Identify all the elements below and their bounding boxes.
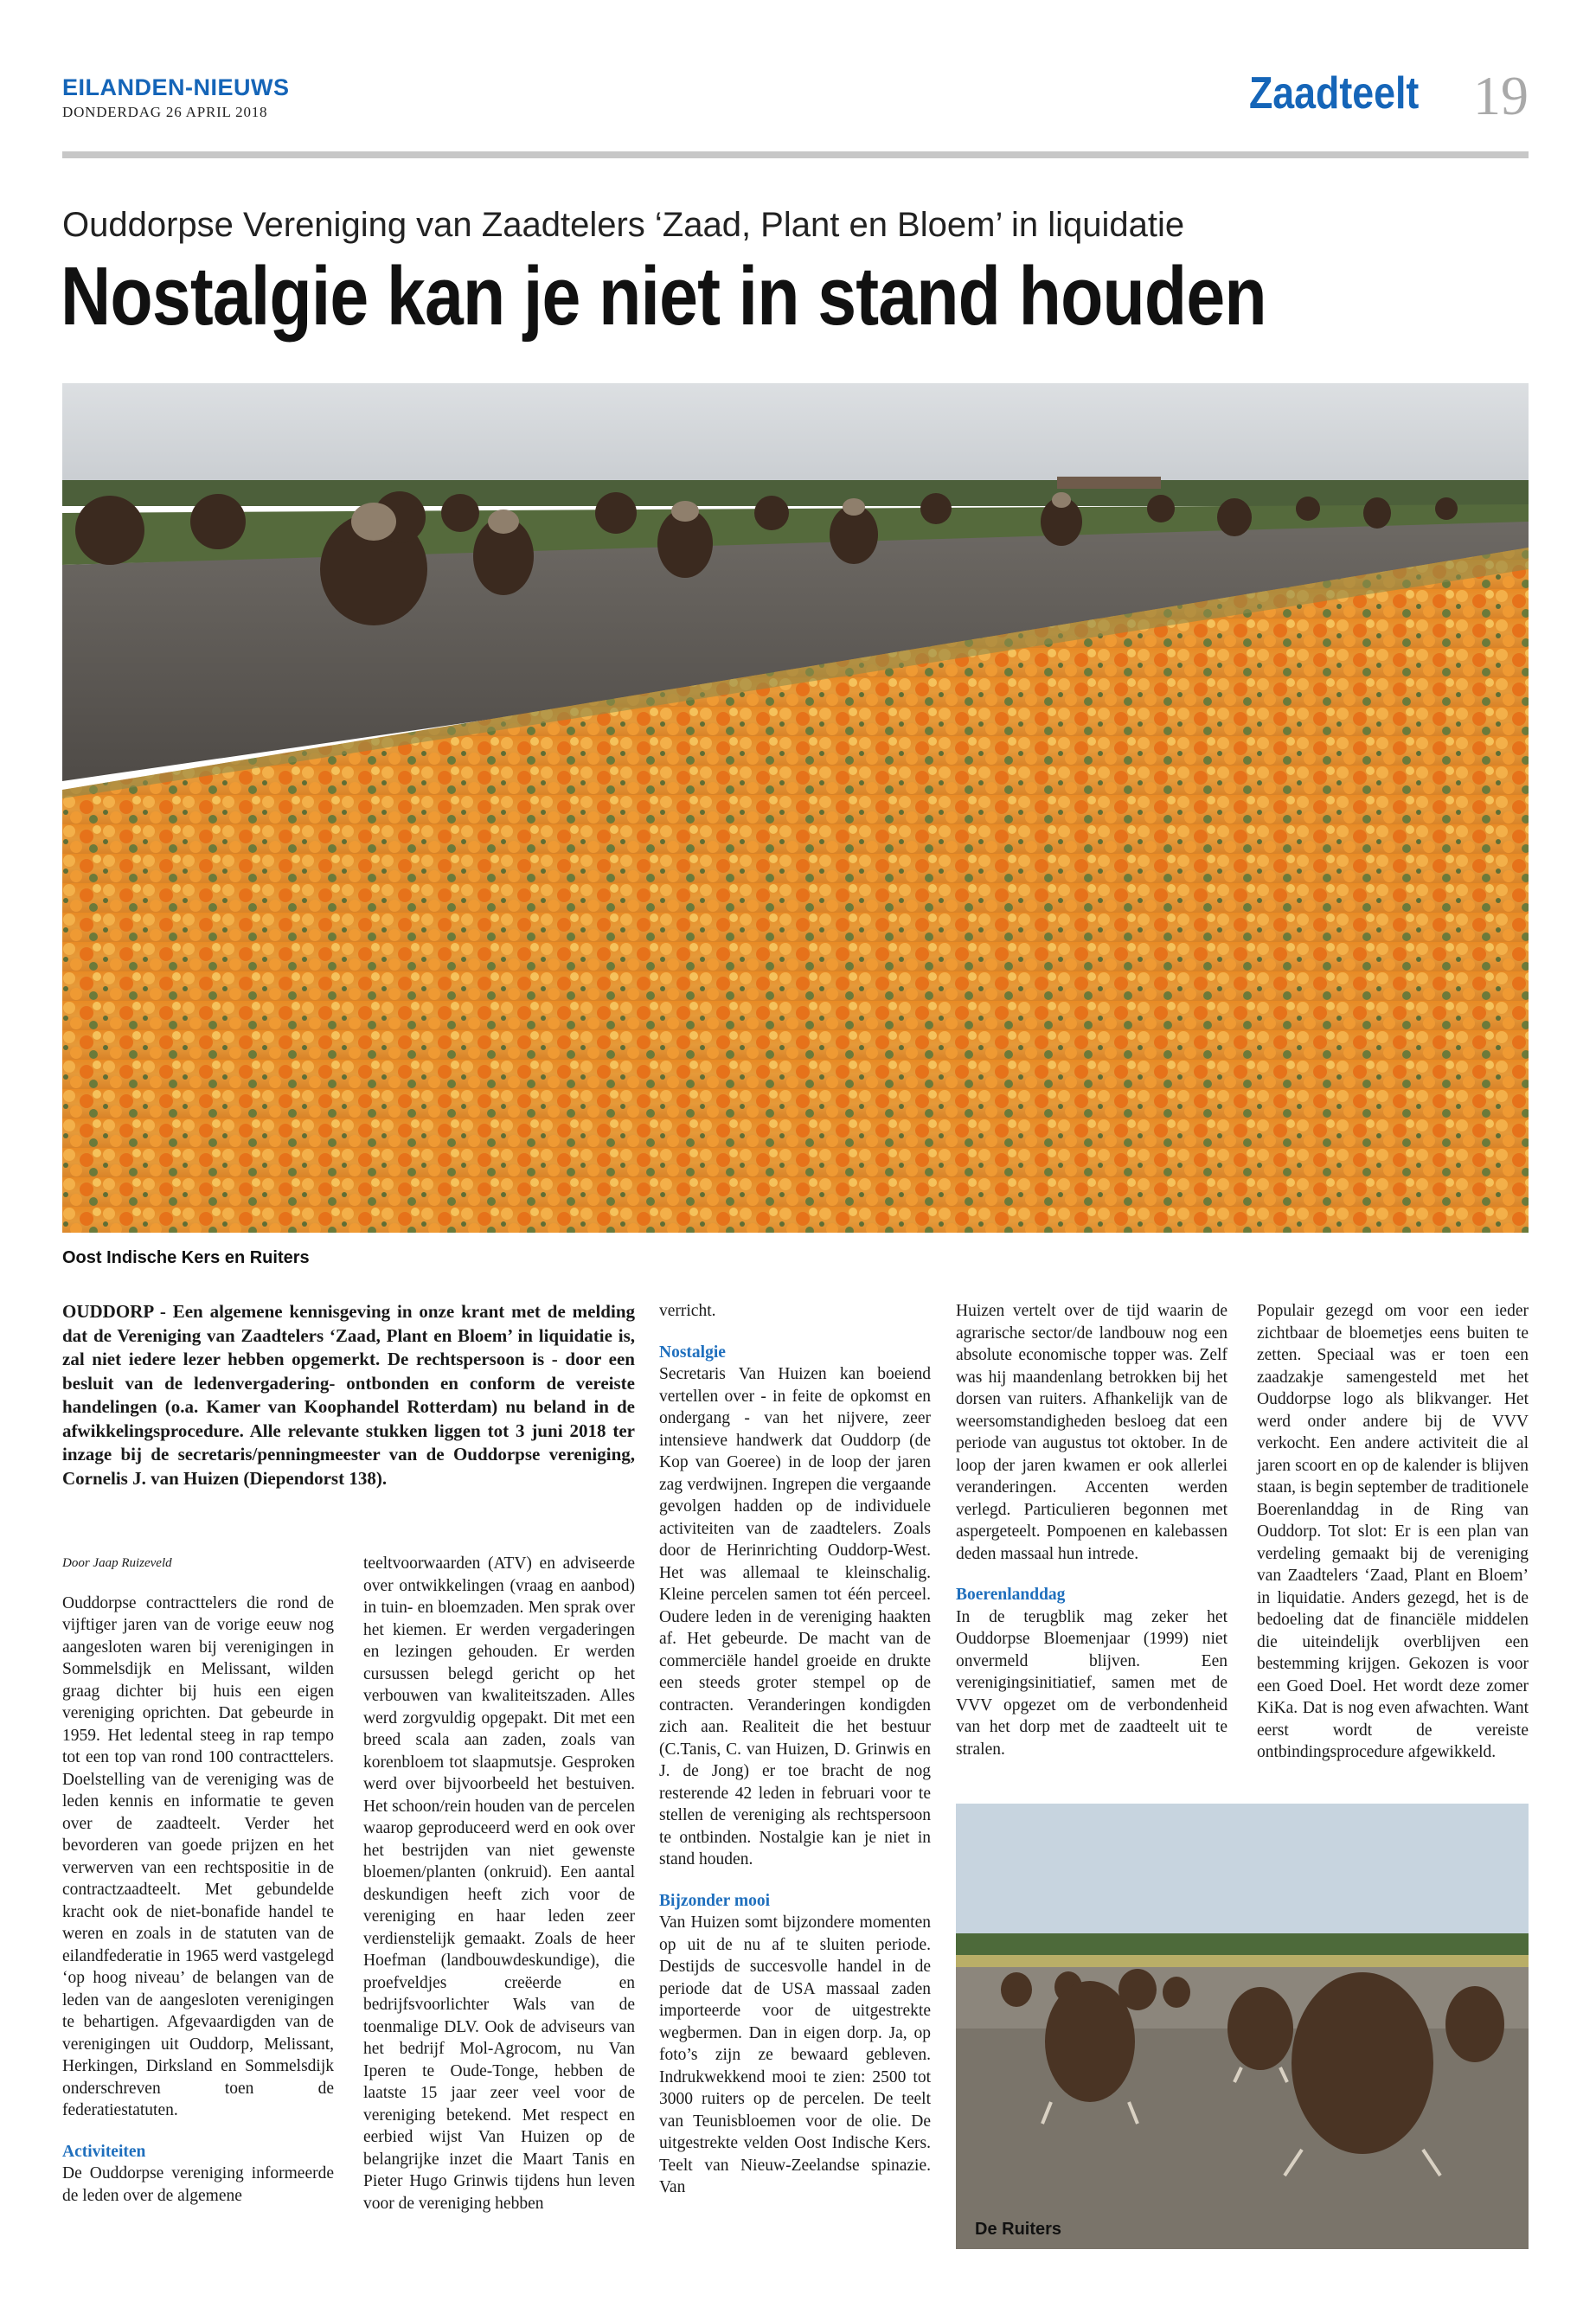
body-paragraph: De Ouddorpse vereniging informeerde de leden over de algemene <box>62 2164 334 2205</box>
subheading-bijzonder-mooi: Bijzonder mooi <box>659 1891 771 1910</box>
page-number: 19 <box>1473 65 1529 126</box>
section-title: Zaadteelt <box>1248 68 1419 119</box>
ruiters-illustration <box>956 1804 1529 2249</box>
body-paragraph: verricht. <box>659 1302 716 1320</box>
body-paragraph: Secretaris Van Huizen kan boeiend vertellen over - in feite de opkomst en ondergang - van het nijvere, zeer intensieve handwerk dat Ouddorp (de Kop van Goeree) in de loop der jaren zag verdwijnen. Ingrepen die vergaande gevolgen hadden op de individuele activiteiten van de zaadtelers. Zoals door de Herinrichting Ouddorp-West. Het was allemaal te kleinschalig. Kleine percelen samen tot één perceel. Oudere leden in de vereniging haakten af. Het gebeurde. De macht van de commerciële handel groeide en drukte een steeds groter stempel op de contracten. Veranderingen kondigden zich aan. Realiteit die het bestuur (C.Tanis, C. van Huizen, D. Grinwis en J. de Jong) er toe bracht de nog resterende 42 leden in februari voor te stellen de vereniging als rechtspersoon te ontbinden. Nostalgie kan je niet in stand houden. <box>659 1365 931 1868</box>
article-column-5 <box>1257 1300 1529 1764</box>
body-paragraph: Van Huizen somt bijzondere momenten op uit de nu af te sluiten periode. Destijds de succesvolle handel in de periode dat de USA massaal zaden importeerde voor de uitgestrekte wegbermen. Dan in eigen dorp. Ja, op foto’s zijn ze bewaard gebleven. Indrukwekkend mooi te zien: 2500 tot 3000 ruiters op de percelen. De teelt van Teunisbloemen voor de olie. De uitgestrekte velden Oost Indische Kers. Teelt van Nieuw-Zeelandse spinazie. Van <box>659 1913 931 2196</box>
main-photo-caption: Oost Indische Kers en Ruiters <box>62 1248 310 1267</box>
ruiters-photo <box>956 1804 1529 2249</box>
article-column-3 <box>659 1300 931 2199</box>
subheading-nostalgie: Nostalgie <box>659 1343 726 1362</box>
main-photo <box>62 383 1529 1233</box>
article-column-1 <box>62 1553 334 2207</box>
body-paragraph: In de terugblik mag zeker het Ouddorpse Bloemenjaar (1999) niet onvermeld blijven. Een verenigingsinitiatief, samen met de VVV opgezet om de verbondenheid van het dorp met de zaadteelt uit te stralen. <box>956 1607 1227 1759</box>
flower-field-illustration <box>62 383 1529 1233</box>
subheading-boerenlanddag: Boerenlanddag <box>956 1586 1066 1604</box>
article-column-2 <box>363 1553 635 2214</box>
publication-date: DONDERDAG 26 APRIL 2018 <box>62 104 268 120</box>
article-headline: Nostalgie kan je niet in stand houden <box>61 250 1266 343</box>
article-kicker: Ouddorpse Vereniging van Zaadtelers ‘Zaad, Plant en Bloem’ in liquidatie <box>62 206 1185 244</box>
header-rule <box>62 151 1529 158</box>
article-column-4 <box>956 1300 1227 1760</box>
body-paragraph: Huizen vertelt over de tijd waarin de agrarische sector/de landbouw nog een absolute economische topper was. Zelf was hij maandenlang betrokken bij het dorsen van ruiters. Afhankelijk van de weersomstandigheden besloeg dat een periode van augustus tot oktober. In de loop der jaren kwamen er ook allerlei veranderingen. Accenten werden verlegd. Particulieren begonnen met aspergeteelt. Pompoenen en kalebassen deden massaal hun intrede. <box>956 1302 1227 1563</box>
lead-text: OUDDORP - Een algemene kennisgeving in onze krant met de melding dat de Vereniging van Zaadtelers ‘Zaad, Plant en Bloem’ in liquidatie is, zal niet iedere lezer hebben opgemerkt. De rechtspersoon is - door een besluit van de ledenvergadering- ontbonden en conform de vereiste handelingen (o.a. Kamer van Koophandel Rotterdam) nu beland in de afwikkelingsprocedure. Alle relevante stukken liggen tot 3 juni 2018 ter inzage bij de secretaris/penningmeester van de Ouddorpse vereniging, Cornelis J. van Huizen (Diependorst 138). <box>62 1301 635 1489</box>
subheading-activiteiten: Activiteiten <box>62 2142 146 2161</box>
byline: Door Jaap Ruizeveld <box>62 1556 172 1570</box>
body-paragraph: Populair gezegd om voor een ieder zichtbaar de bloemetjes eens buiten te zetten. Speciaal was er toen een zaadzakje samengesteld met het Ouddorpse logo als blikvanger. Het werd onder andere bij de VVV verkocht. Een andere activiteit die al jaren scoort en op de kalender is blijven staan, is begin september de traditionele Boerenlanddag in de Ring van Ouddorp. Tot slot: Er is een plan van verdeling gemaakt bij de vereniging van Zaadtelers ‘Zaad, Plant en Bloem’ in liquidatie. Anders gezegd, het is de bedoeling dat de financiële middelen die uiteindelijk overblijven een bestemming krijgen. Gekozen is voor een Goed Doel. Het wordt deze zomer KiKa. Dat is nog even afwachten. Want eerst wordt de vereiste ontbindingsprocedure afgewikkeld. <box>1257 1302 1529 1761</box>
ruiters-photo-caption: De Ruiters <box>975 2220 1062 2239</box>
body-paragraph: Ouddorpse contracttelers die rond de vijftiger jaren van de vorige eeuw nog aangesloten waren bij verenigingen in Sommelsdijk en Melissant, wilden graag dichter bij huis een eigen vereniging oprichten. Dat gebeurde in 1959. Het ledental steeg in rap tempo tot een top van rond 100 contracttelers. Doelstelling van de vereniging was de leden kennis en informatie te geven over de zaadteelt. Verder het bevorderen van goede prijzen en het verwerven van een rechtspositie in de contractzaadteelt. Met gebundelde kracht ook de niet-bonafide handel te weren en zoals in de statuten van de eilandfederatie in 1965 werd vastgelegd ‘op hoog niveau’ de belangen van de leden van de aangesloten verenigingen te behartigen. Afgevaardigden van de verenigingen uit Ouddorp, Melissant, Herkingen, Dirksland en Sommelsdijk onderschreven toen de federatiestatuten. <box>62 1593 334 2119</box>
body-paragraph: teeltvoorwaarden (ATV) en adviseerde over ontwikkelingen (vraag en aanbod) in tuin- en bloemzaden. Men sprak over het kiemen. Er werden vergaderingen en lezingen gehouden. Er werden cursussen belegd gericht op het verbouwen van kwaliteitszaden. Alles werd zorgvuldig opgepakt. Dit met een breed scala aan zaden, zoals van korenbloem tot slaapmutsje. Gesproken werd over bijvoorbeeld het bestuiven. Het schoon/rein houden van de percelen waarop geproduceerd werd en ook over het bestrijden van niet gewenste bloemen/planten (onkruid). Een aantal deskundigen heeft zich voor de vereniging en haar leden zeer verdienstelijk gemaakt. Zoals de heer Hoefman (landbouwdeskundige), die proefveldjes creëerde en bedrijfsvoorlichter Wals van de toenmalige DLV. Ook de adviseurs van het bedrijf Mol-Agrocom, nu Van Iperen te Oude-Tonge, hebben de laatste 15 jaar zeer veel voor de vereniging betekend. Met respect en eerbied wijst Van Huizen op de belangrijke inzet die Maart Tanis en Pieter Hugo Grinwis tijdens hun leven voor de vereniging hebben <box>363 1554 635 2213</box>
article-lead <box>62 1300 635 1490</box>
masthead-logo: EILANDEN-NIEUWS <box>62 74 290 100</box>
